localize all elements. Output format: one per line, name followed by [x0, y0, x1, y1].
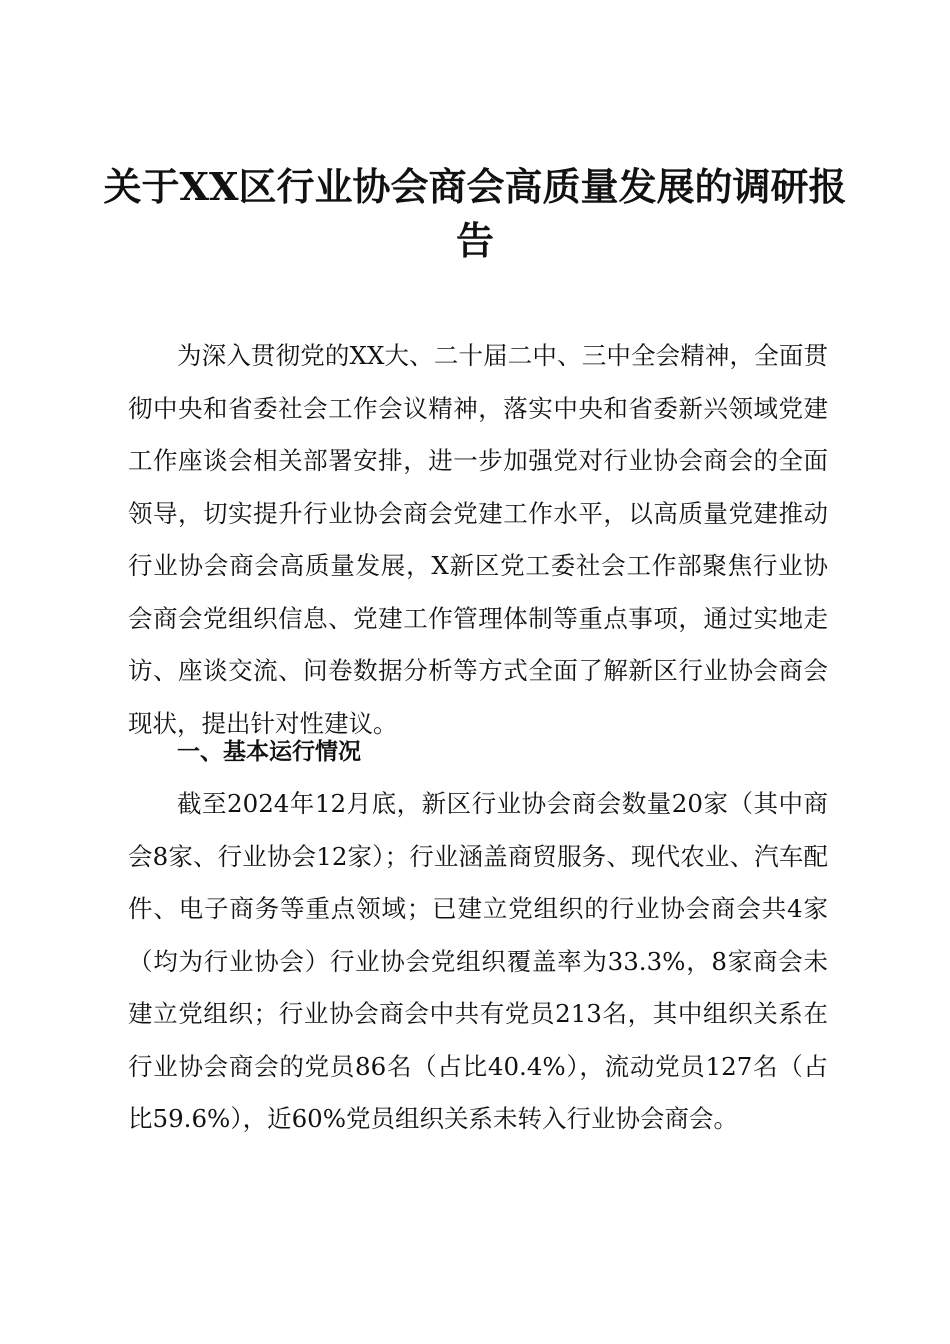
- intro-paragraph: 为深入贯彻党的XX大、二十届二中、三中全会精神，全面贯彻中央和省委社会工作会议精神，落实中央和省委新兴领域党建工作座谈会相关部署安排，进一步加强党对行业协会商会的全面领导，切实提升行业协会商会党建工作水平，以高质量党建推动行业协会商会高质量发展，X新区党工委社会工作部聚焦行业协会商会党组织信息、党建工作管理体制等重点事项，通过实地走访、座谈交流、问卷数据分析等方式全面了解新区行业协会商会现状，提出针对性建议。: [128, 341, 828, 738]
- report-title: 关于XX区行业协会商会高质量发展的调研报告: [103, 164, 847, 263]
- section-heading-basic-operation: 一、基本运行情况: [177, 739, 361, 765]
- basic-operation-paragraph: 截至2024年12月底，新区行业协会商会数量20家（其中商会8家、行业协会12家）；行业涵盖商贸服务、现代农业、汽车配件、电子商务等重点领域；已建立党组织的行业协会商会共4家（均为行业协会）行业协会党组织覆盖率为33.3%，8家商会未建立党组织；行业协会商会中共有党员213名，其中组织关系在行业协会商会的党员86名（占比40.4%），流动党员127名（占比59.6%），近60%党员组织关系未转入行业协会商会。: [128, 789, 828, 1133]
